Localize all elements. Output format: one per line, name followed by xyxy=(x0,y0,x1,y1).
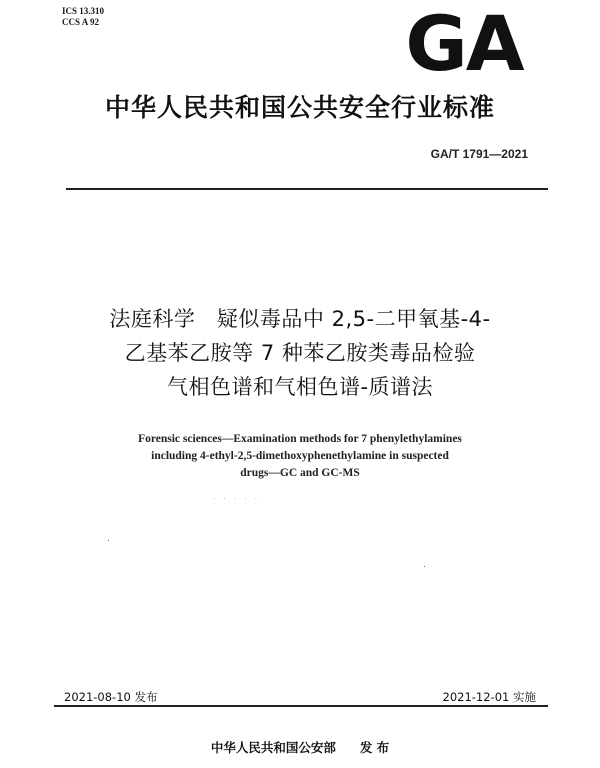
classification-codes xyxy=(62,6,104,28)
issuer-name: 中华人民共和国公安部 xyxy=(210,740,336,755)
chinese-title-line-2: 乙基苯乙胺等 7 种苯乙胺类毒品检验 xyxy=(124,341,476,365)
ics-code: ICS 13.310 xyxy=(62,6,105,16)
english-title-line-3: drugs—GC and GC-MS xyxy=(240,467,360,479)
chinese-title-line-3: 气相色谱和气相色谱-质谱法 xyxy=(166,375,434,399)
chinese-title-line-1: 法庭科学 疑似毒品中 2,5-二甲氧基-4- xyxy=(109,307,491,331)
publish-date: 2021-08-10 发布 xyxy=(64,690,158,704)
top-divider xyxy=(66,188,548,190)
scan-specks: · · · · · xyxy=(213,495,261,503)
chinese-title xyxy=(0,302,600,404)
standard-code: GA/T 1791—2021 xyxy=(430,147,528,161)
scan-speck xyxy=(424,566,425,567)
english-title-line-1: Forensic sciences—Examination methods for 7 phenylethylamines xyxy=(138,433,462,445)
issuer-action: 发 布 xyxy=(359,740,390,755)
scan-speck xyxy=(108,540,109,541)
ga-logo xyxy=(398,12,530,72)
standard-category-title: 中华人民共和国公共安全行业标准 xyxy=(104,93,495,122)
english-title xyxy=(0,431,600,482)
ccs-code: CCS A 92 xyxy=(62,17,100,27)
effective-date: 2021-12-01 实施 xyxy=(442,690,536,704)
ga-logo-text: GA xyxy=(405,12,523,72)
english-title-line-2: including 4-ethyl-2,5-dimethoxyphenethylamine in suspected xyxy=(151,450,449,462)
bottom-divider xyxy=(54,705,548,707)
issuer-line xyxy=(0,738,600,756)
